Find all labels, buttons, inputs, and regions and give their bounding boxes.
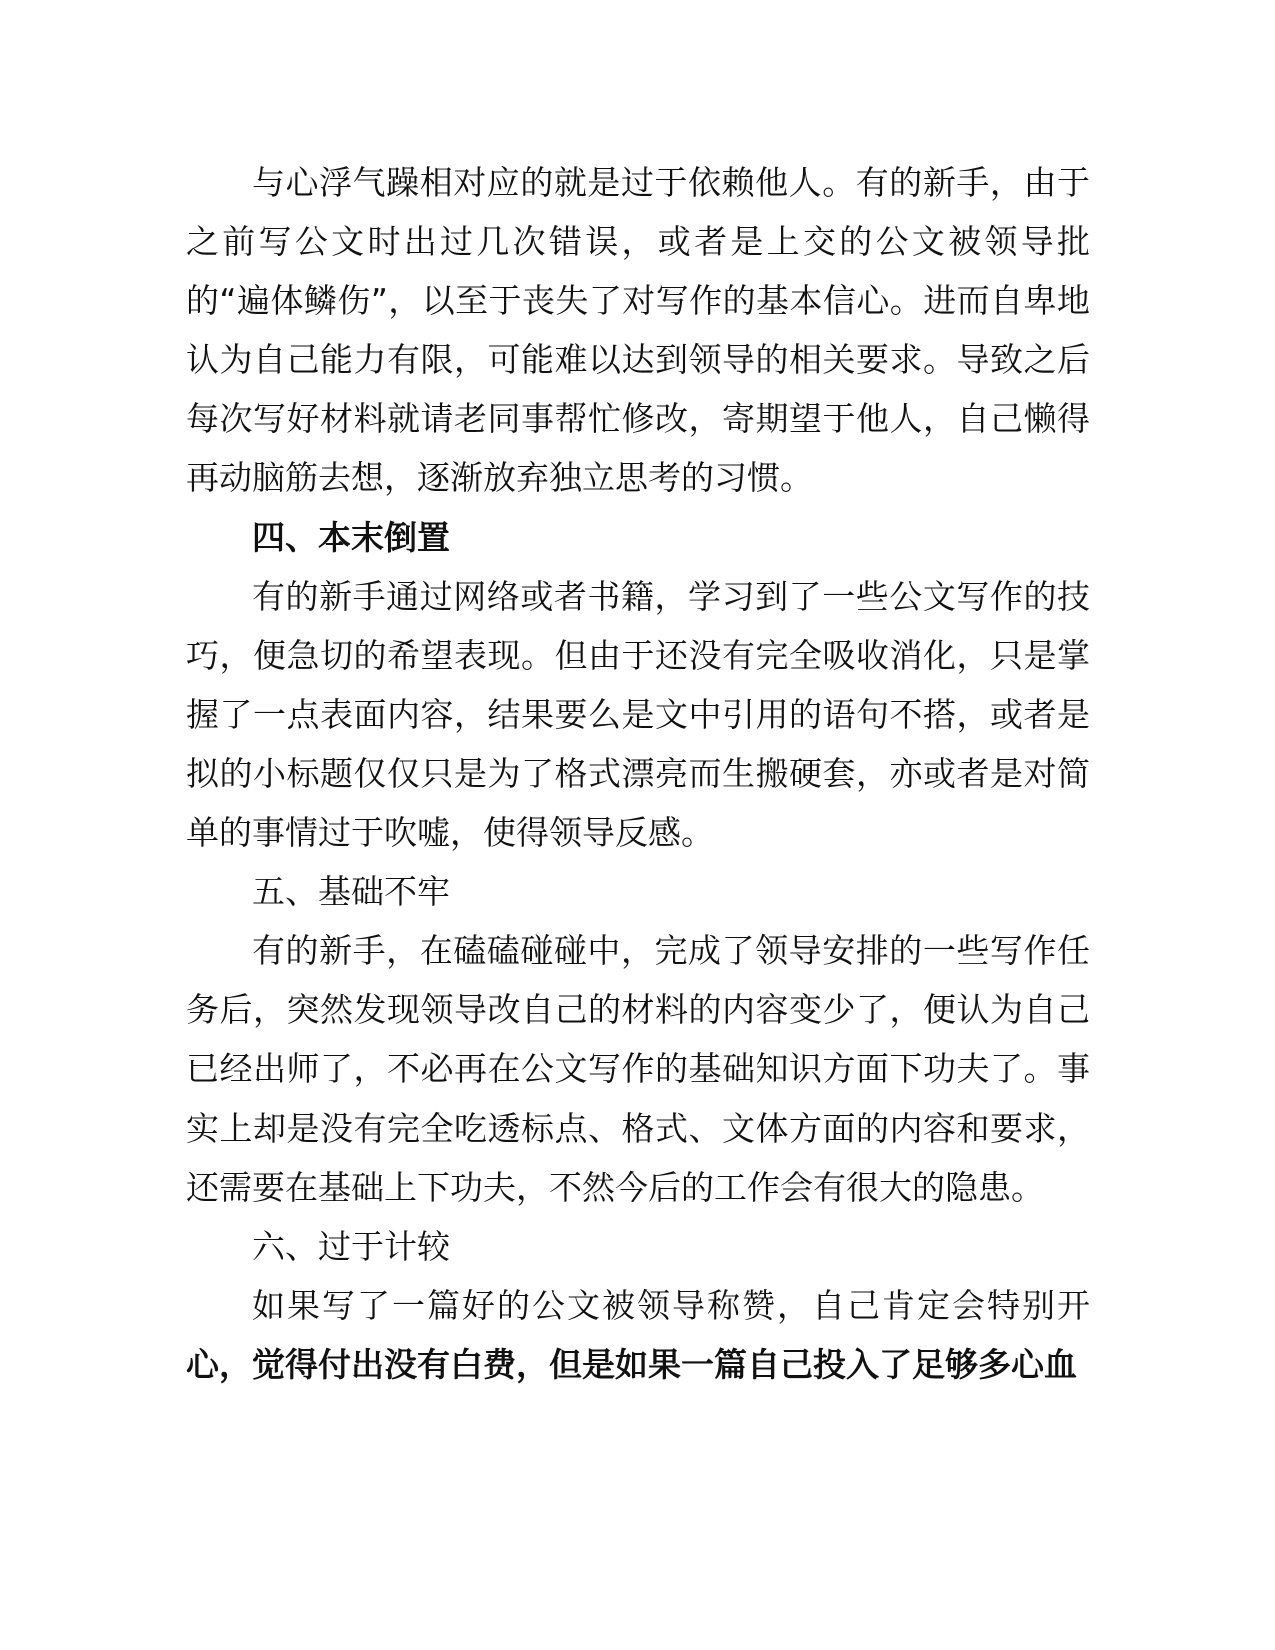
paragraph-reliance: 与心浮气躁相对应的就是过于依赖他人。有的新手，由于之前写公文时出过几次错误，或者是上交的公文被领导批的“遍体鳞伤”，以至于丧失了对写作的基本信心。进而自卑地认为自己能力有限，可能难以达到领导的相关要求。导致之后每次写好材料就请老同事帮忙修改，寄期望于他人，自己懒得再动脑筋去想，逐渐放弃独立思考的习惯。: [186, 163, 1090, 498]
paragraph-calculating: [186, 1276, 1090, 1394]
paragraph-priorities: 有的新手通过网络或者书籍，学习到了一些公文写作的技巧，便急切的希望表现。但由于还没有完全吸收消化，只是掌握了一点表面内容，结果要么是文中引用的语句不搭，或者是拟的小标题仅仅只是为了格式漂亮而生搬硬套，亦或者是对简单的事情过于吹嘘，使得领导反感。: [186, 576, 1090, 853]
paragraph-calculating-line1: 如果写了一篇好的公文被领导称赞，自己肯定会特别开: [252, 1285, 1090, 1325]
paragraph-foundation: 有的新手，在磕磕碰碰中，完成了领导安排的一些写作任务后，突然发现领导改自己的材料的内容变少了，便认为自己已经出师了，不必再在公文写作的基础知识方面下功夫了。事实上却是没有完全吃透标点、格式、文体方面的内容和要求，还需要在基础上下功夫，不然今后的工作会有很大的隐患。: [186, 931, 1090, 1207]
paragraph-calculating-line2: 心，觉得付出没有白费，但是如果一篇自己投入了足够多心血: [186, 1344, 1077, 1384]
section-heading-5: 五、基础不牢: [252, 872, 450, 912]
document-body: [186, 153, 1090, 1394]
section-heading-6: 六、过于计较: [252, 1226, 450, 1266]
section-heading-4: 四、本末倒置: [252, 517, 450, 557]
